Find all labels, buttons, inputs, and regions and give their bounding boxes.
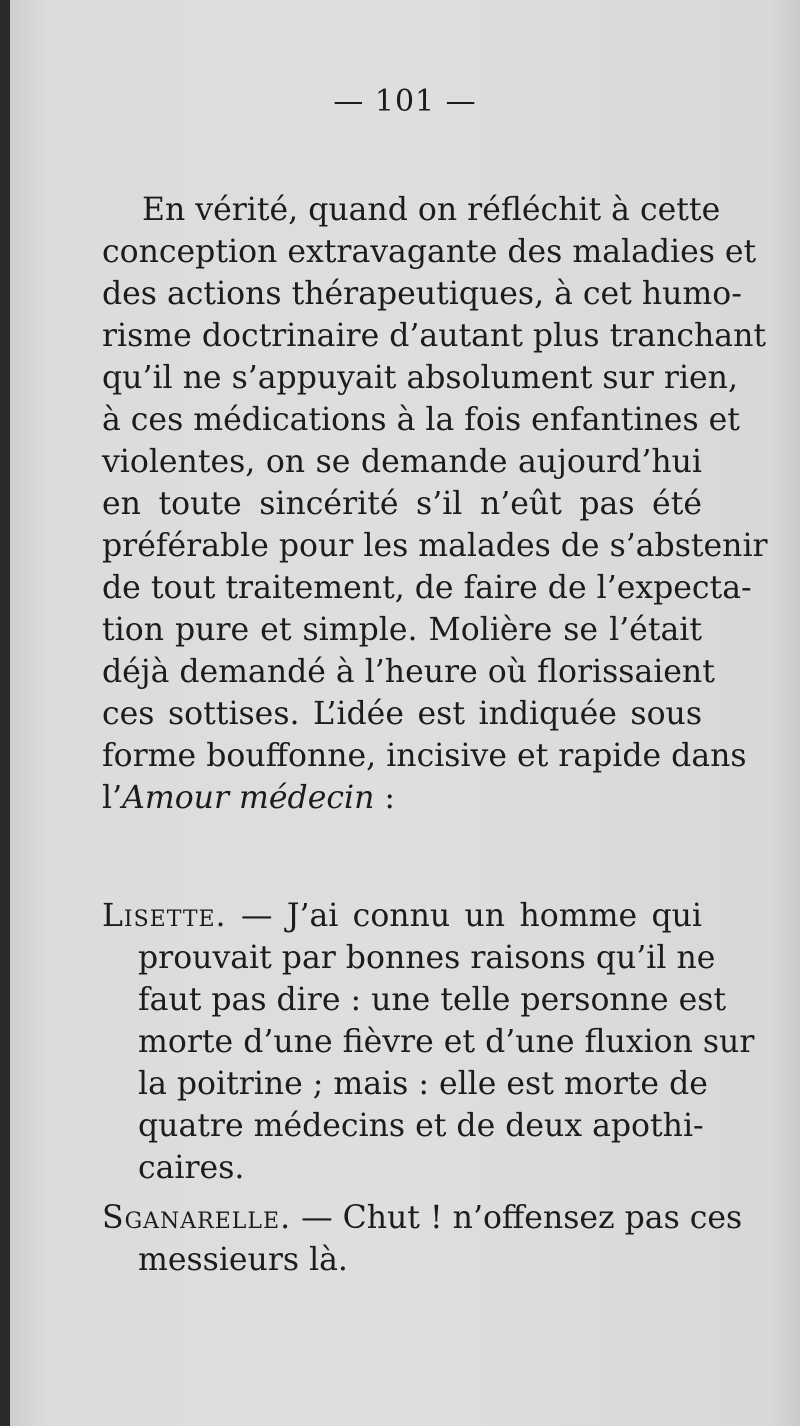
dialogue-line: la poitrine ; mais : elle est morte de: [138, 1066, 708, 1102]
dialogue-line: messieurs là.: [138, 1242, 348, 1278]
dialogue-first-line: [102, 1197, 743, 1239]
paragraph-line: En vérité, quand on réfléchit à cette: [142, 192, 721, 228]
speaker-name: Lisette.: [102, 898, 227, 934]
paragraph-line: préférable pour les malades de s’abstenir: [102, 528, 768, 564]
title-article: l’: [102, 780, 123, 816]
dialogue-line: quatre médecins et de deux apothi-: [138, 1108, 704, 1144]
dialogue-line: faut pas dire : une telle personne est: [138, 982, 727, 1018]
paragraph-line: tion pure et simple. Molière se l’était: [102, 612, 702, 648]
paragraph-line: qu’il ne s’appuyait absolument sur rien,: [102, 360, 738, 396]
play-title: Amour médecin: [122, 780, 375, 816]
dialogue-line: prouvait par bonnes raisons qu’il ne: [138, 940, 716, 976]
paragraph-line: risme doctrinaire d’autant plus tranchant: [102, 318, 767, 354]
dialogue-line: morte d’une fièvre et d’une fluxion sur: [138, 1024, 755, 1060]
paragraph-line: déjà demandé à l’heure où florissaient: [102, 654, 715, 690]
dialogue-text: — Chut ! n’offensez pas ces: [291, 1200, 743, 1236]
paragraph-line: en toute sincérité s’il n’eût pas été: [102, 486, 702, 522]
dialogue-first-line: [102, 895, 702, 937]
paragraph-line: de tout traitement, de faire de l’expecta-: [102, 570, 752, 606]
paragraph-line: violentes, on se demande aujourd’hui: [102, 444, 702, 480]
dialogue-line: caires.: [138, 1150, 245, 1186]
paragraph-line: des actions thérapeutiques, à cet humo-: [102, 276, 742, 312]
book-page: [10, 0, 800, 1426]
speaker-name: Sganarelle.: [102, 1200, 292, 1236]
paragraph-line: conception extravagante des maladies et: [102, 234, 757, 270]
dialogue-text: — J’ai connu un homme qui: [226, 898, 702, 934]
paragraph-line: forme bouffonne, incisive et rapide dans: [102, 738, 747, 774]
colon: :: [374, 780, 395, 816]
paragraph-line: ces sottises. L’idée est indiquée sous: [102, 696, 702, 732]
page-number: — 101 —: [333, 84, 477, 119]
paragraph-final-line: [102, 777, 702, 819]
paragraph-line: à ces médications à la fois enfantines et: [102, 402, 740, 438]
